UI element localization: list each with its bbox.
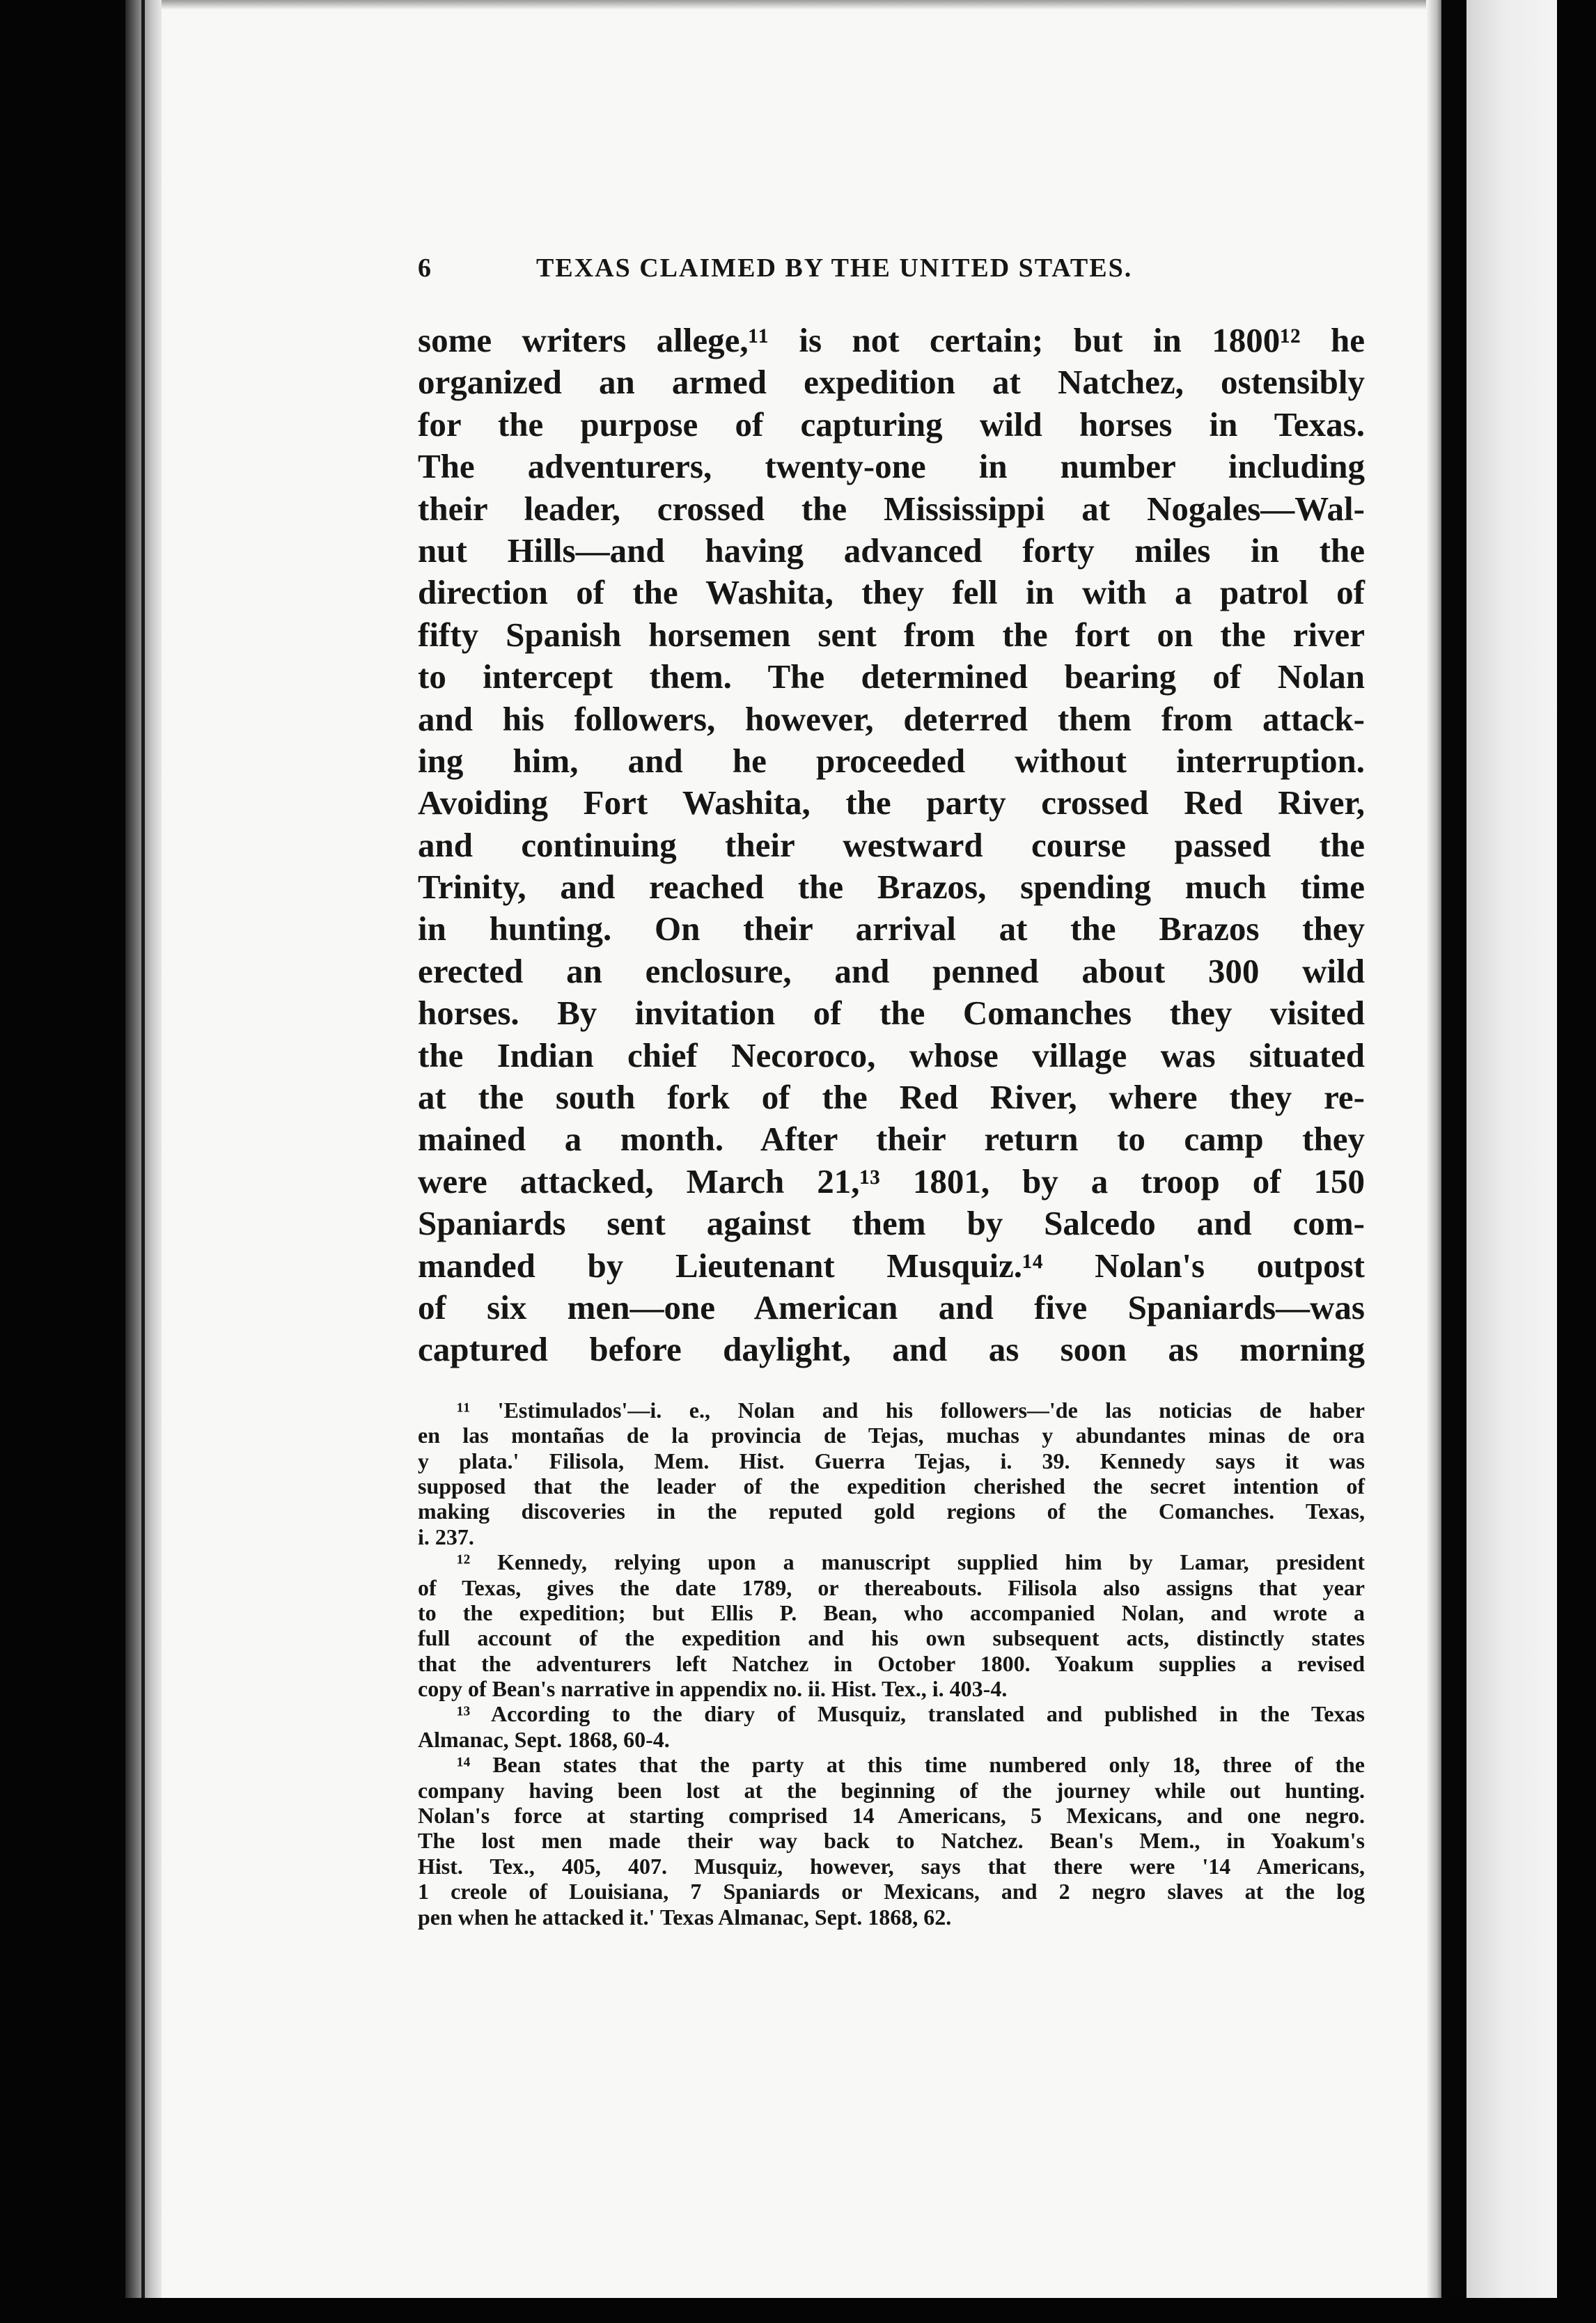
running-title: TEXAS CLAIMED BY THE UNITED STATES. [536,253,1133,283]
footnote-line: The lost men made their way back to Natchez. Bean's Mem., in Yoakum's [418,1828,1365,1854]
body-paragraph [418,320,1365,1371]
body-line: their leader, crossed the Mississippi at Nogales—Wal- [418,489,1365,528]
body-line: Spaniards sent against them by Salcedo and com- [418,1204,1365,1243]
body-line: to intercept them. The determined bearing of Nolan [418,657,1365,696]
footnote-line: en las montañas de la provincia de Tejas, muchas y abundantes minas de ora [418,1423,1365,1448]
body-line: captured before daylight, and as soon as morning [418,1330,1365,1369]
body-line: direction of the Washita, they fell in with a patrol of [418,573,1365,612]
body-line: some writers allege,¹¹ is not certain; but in 1800¹² he [418,321,1365,359]
body-line: nut Hills—and having advanced forty miles in the [418,531,1365,570]
footnotes [418,1398,1365,1930]
body-line: The adventurers, twenty-one in number including [418,447,1365,486]
footnote-14 [418,1752,1365,1930]
footnote-12 [418,1549,1365,1701]
body-line: manded by Lieutenant Musquiz.¹⁴ Nolan's outpost [418,1246,1365,1285]
footnote-line: copy of Bean's narrative in appendix no. ii. Hist. Tex., i. 403-4. [418,1676,1008,1702]
page-right-edge [1426,0,1441,2323]
footnote-line: that the adventurers left Natchez in October 1800. Yoakum supplies a revised [418,1650,1365,1676]
body-line: at the south fork of the Red River, where they re- [418,1078,1365,1117]
footnote-line: to the expedition; but Ellis P. Bean, who accompanied Nolan, and wrote a [418,1599,1365,1625]
footnote-line: ¹² Kennedy, relying upon a manuscript supplied him by Lamar, president [457,1549,1365,1575]
footnote-line: Hist. Tex., 405, 407. Musquiz, however, says that there were '14 Americans, [418,1853,1365,1879]
footnote-line: ¹⁴ Bean states that the party at this time numbered only 18, three of the [457,1752,1365,1778]
scan-left-border [0,0,125,2323]
body-line: erected an enclosure, and penned about 300 wild [418,951,1365,990]
body-line: ing him, and he proceeded without interruption. [418,741,1365,780]
body-line: were attacked, March 21,¹³ 1801, by a troop of 150 [418,1162,1365,1200]
footnote-line: i. 237. [418,1524,474,1549]
body-line: in hunting. On their arrival at the Brazos they [418,909,1365,948]
body-line: the Indian chief Necoroco, whose village was situated [418,1035,1365,1074]
footnote-line: Nolan's force at starting comprised 14 Americans, 5 Mexicans, and one negro. [418,1803,1365,1829]
footnote-line: ¹¹ 'Estimulados'—i. e., Nolan and his followers—'de las noticias de haber [457,1397,1365,1423]
body-line: of six men—one American and five Spaniards—was [418,1288,1365,1327]
body-line: for the purpose of capturing wild horses in Texas. [418,405,1365,444]
body-line: Avoiding Fort Washita, the party crossed Red River, [418,783,1365,822]
body-line: fifty Spanish horsemen sent from the fort on the river [418,615,1365,654]
footnote-line: pen when he attacked it.' Texas Almanac, Sept. 1868, 62. [418,1904,952,1930]
body-line: horses. By invitation of the Comanches they visited [418,994,1365,1033]
footnote-line: full account of the expedition and his own subsequent acts, distinctly states [418,1625,1365,1651]
page-top-shadow [162,0,1441,10]
scan-right-border [1557,0,1596,2323]
footnote-11 [418,1398,1365,1549]
running-head [418,247,1365,289]
body-line: mained a month. After their return to camp they [418,1120,1365,1159]
footnote-line: supposed that the leader of the expedition cherished the secret intention of [418,1473,1365,1499]
footnote-line: 1 creole of Louisiana, 7 Spaniards or Mexicans, and 2 negro slaves at the log [418,1879,1365,1904]
body-line: organized an armed expedition at Natchez, ostensibly [418,363,1365,402]
page-content [418,247,1365,1930]
footnote-line: company having been lost at the beginning of the journey while out hunting. [418,1777,1365,1803]
page-number: 6 [418,253,432,283]
scan-page-gap [1441,0,1466,2323]
footnote-line: y plata.' Filisola, Mem. Hist. Guerra Tejas, i. 39. Kennedy says it was [418,1448,1365,1473]
book-binding-edge [141,0,145,2323]
scan-bottom-border [0,2298,1596,2323]
footnote-line: Almanac, Sept. 1868, 60-4. [418,1726,670,1752]
body-line: and continuing their westward course passed the [418,825,1365,864]
footnote-line: making discoveries in the reputed gold regions of the Comanches. Texas, [418,1499,1365,1524]
footnote-line: of Texas, gives the date 1789, or thereabouts. Filisola also assigns that year [418,1574,1365,1600]
body-line: Trinity, and reached the Brazos, spending much time [418,868,1365,907]
footnote-13 [418,1701,1365,1752]
footnote-line: ¹³ According to the diary of Musquiz, translated and published in the Texas [457,1701,1365,1727]
body-line: and his followers, however, deterred them from attack- [418,699,1365,738]
next-page-edge [1466,0,1557,2323]
